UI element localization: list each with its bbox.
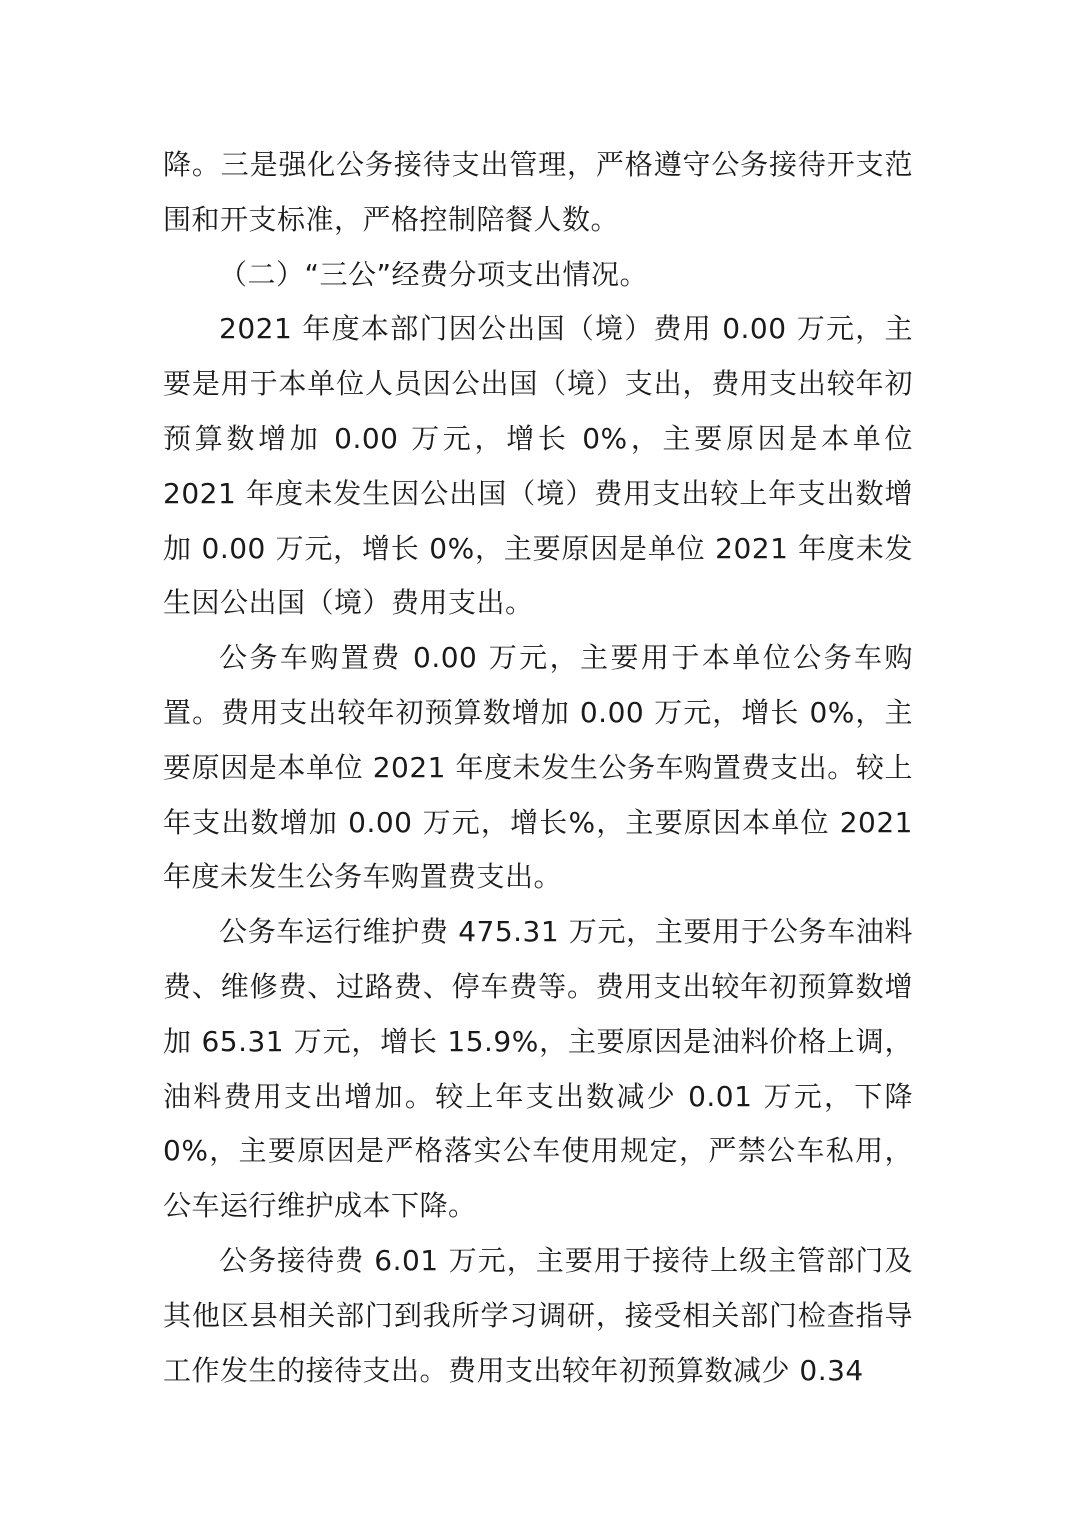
paragraph-overseas-travel: 2021 年度本部门因公出国（境）费用 0.00 万元，主要是用于本单位人员因公出国（境）支出，费用支出较年初预算数增加 0.00 万元，增长 0%，主要原因是本单位 2021 年度未发生因公出国（境）费用支出较上年支出数增加 0.00 万元，增长 0%，主要原因是单位 2021 年度未发生因公出国（境）费用支出。 — [163, 312, 913, 620]
paragraph-reception: 公务接待费 6.01 万元，主要用于接待上级主管部门及其他区县相关部门到我所学习调研，接受相关部门检查指导工作发生的接待支出。费用支出较年初预算数减少 0.34 — [163, 1243, 913, 1387]
paragraph-continuation: 降。三是强化公务接待支出管理，严格遵守公务接待开支范围和开支标准，严格控制陪餐人数。 — [163, 148, 913, 236]
paragraph-vehicle-purchase: 公务车购置费 0.00 万元，主要用于本单位公务车购置。费用支出较年初预算数增加 0.00 万元，增长 0%，主要原因是本单位 2021 年度未发生公务车购置费支出。较上年支出数增加 0.00 万元，增长%，主要原因本单位 2021 年度未发生公务车购置费支出。 — [163, 641, 913, 894]
section-heading: （二）“三公”经费分项支出情况。 — [219, 257, 649, 291]
paragraph-vehicle-maintenance: 公务车运行维护费 475.31 万元，主要用于公务车油料费、维修费、过路费、停车费等。费用支出较年初预算数增加 65.31 万元，增长 15.9%，主要原因是油料价格上调，油料费用支出增加。较上年支出数减少 0.01 万元，下降 0%，主要原因是严格落实公车使用规定，严禁公车私用，公车运行维护成本下降。 — [163, 915, 913, 1223]
document-body — [163, 138, 913, 1398]
